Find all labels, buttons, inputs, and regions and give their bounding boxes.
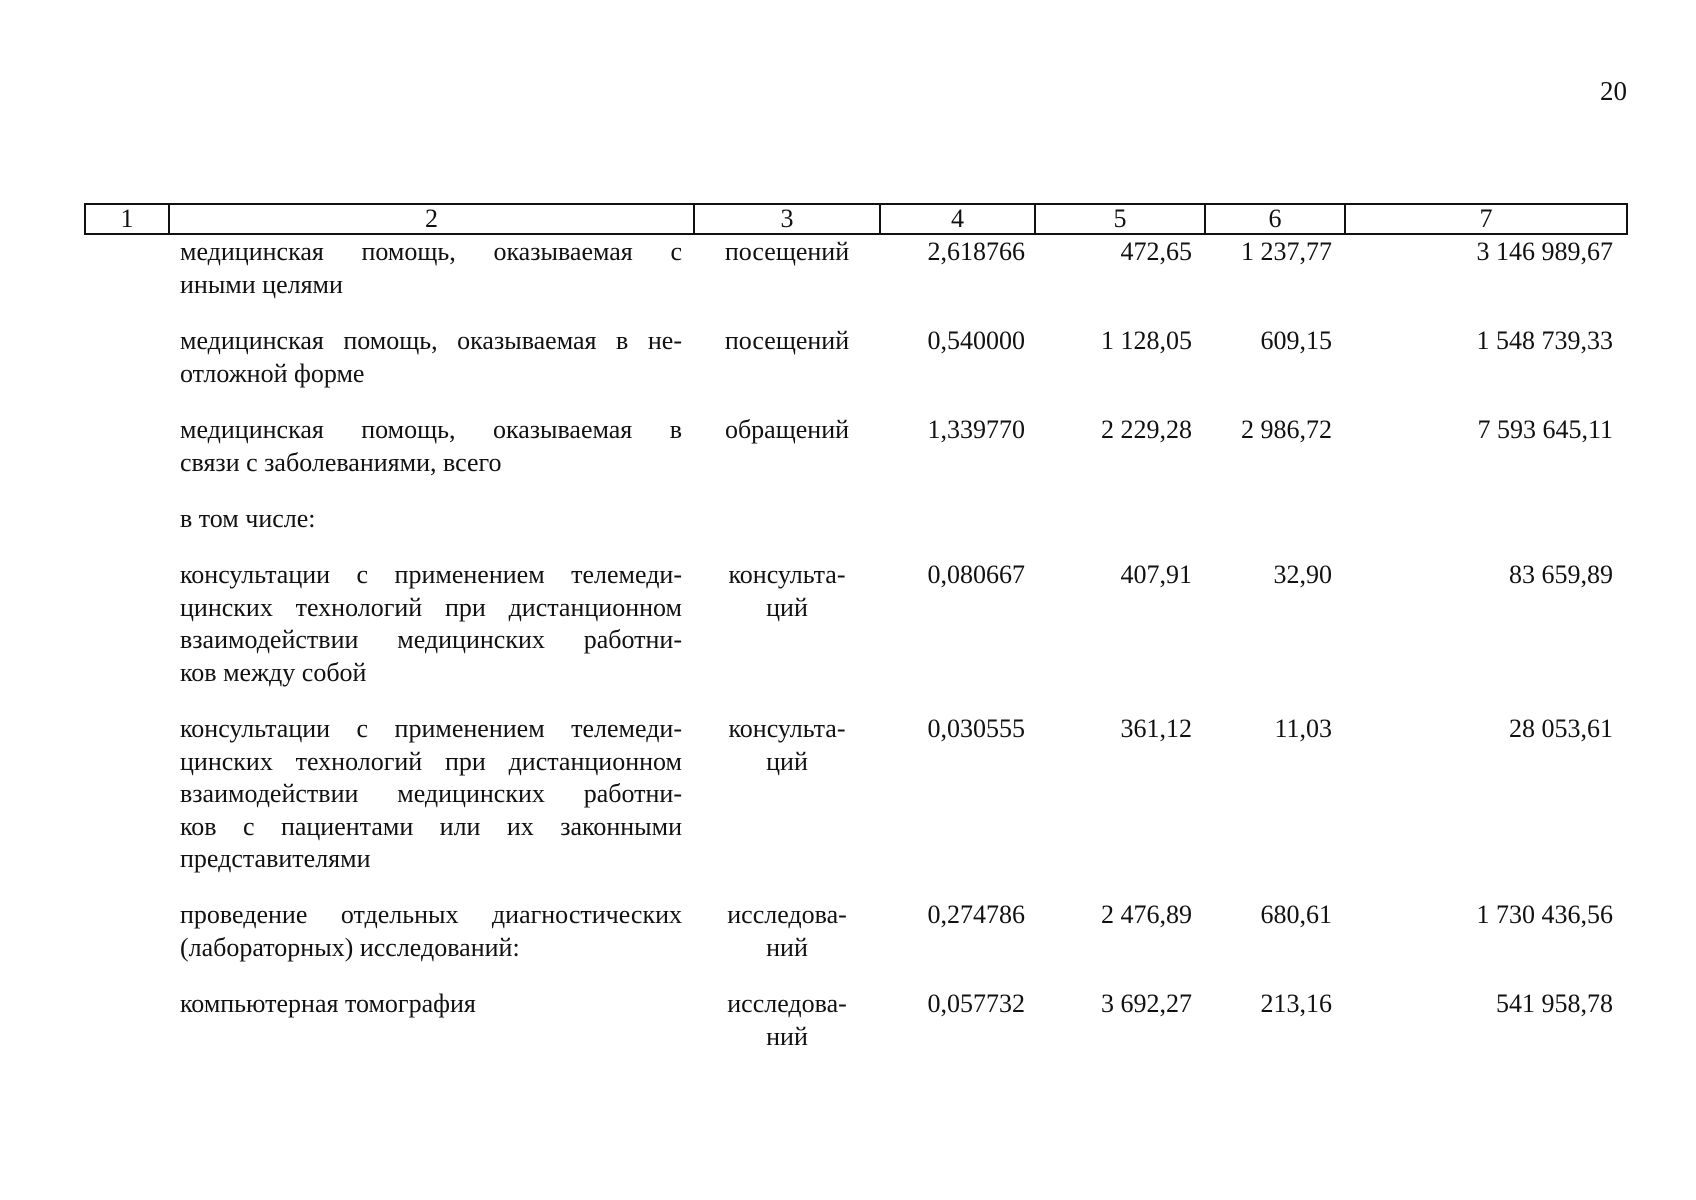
row-value-col7: 83 659,89 <box>1509 560 1613 589</box>
row-value-col4: 0,057732 <box>927 989 1025 1018</box>
page-number: 20 <box>1600 76 1627 106</box>
unit-line: исследова- <box>727 989 847 1018</box>
row-unit <box>702 414 872 447</box>
row-value-col6: 213,16 <box>1260 989 1332 1018</box>
description-line: взаимодействии медицинских работни- <box>180 779 682 808</box>
description-line: (лабораторных) исследований: <box>180 932 520 962</box>
description-line: медицинская помощь, оказываемая в <box>180 415 682 444</box>
header-col-2: 2 <box>169 204 694 234</box>
row-description <box>180 325 682 390</box>
row-value-col7: 541 958,78 <box>1496 989 1613 1018</box>
row-value-col5: 407,91 <box>1120 560 1192 589</box>
unit-line: посещений <box>724 237 850 266</box>
header-col-5: 5 <box>1035 204 1205 234</box>
row-value-col5: 2 476,89 <box>1101 900 1192 929</box>
unit-line: исследова- <box>727 900 847 929</box>
description-line: иными целями <box>180 269 343 299</box>
description-line: консультации с применением телемеди- <box>180 560 682 589</box>
row-value-col7: 1 730 436,56 <box>1476 900 1613 929</box>
row-value-col6: 609,15 <box>1260 326 1332 355</box>
row-value-col5: 1 128,05 <box>1101 326 1192 355</box>
header-col-3: 3 <box>694 204 880 234</box>
unit-line: консульта- <box>728 560 846 589</box>
row-value-col7: 7 593 645,11 <box>1477 415 1613 444</box>
row-value-col7: 28 053,61 <box>1509 714 1613 743</box>
row-value-col4: 0,274786 <box>927 900 1025 929</box>
row-value-col6: 1 237,77 <box>1241 237 1332 266</box>
column-number-header <box>84 203 1628 235</box>
row-value-col7: 3 146 989,67 <box>1476 237 1613 266</box>
row-description <box>180 559 682 689</box>
unit-line: ций <box>766 592 808 622</box>
row-value-col5: 3 692,27 <box>1101 989 1192 1018</box>
description-line: в том числе: <box>180 504 316 533</box>
unit-line: посещений <box>724 326 850 355</box>
description-line: медицинская помощь, оказываемая с <box>180 237 682 266</box>
description-line: проведение отдельных диагностических <box>180 900 682 929</box>
description-line: консультации с применением телемеди- <box>180 714 682 743</box>
row-value-col4: 1,339770 <box>927 415 1025 444</box>
row-unit <box>702 899 872 964</box>
description-line: отложной форме <box>180 358 365 388</box>
header-col-1: 1 <box>85 204 169 234</box>
row-value-col4: 2,618766 <box>927 237 1025 266</box>
description-line: цинских технологий при дистанционном <box>180 592 682 622</box>
description-line: медицинская помощь, оказываемая в не- <box>180 326 682 355</box>
row-value-col4: 0,080667 <box>927 560 1025 589</box>
unit-line: ций <box>766 746 808 776</box>
row-value-col4: 0,540000 <box>927 326 1025 355</box>
description-line: цинских технологий при дистанционном <box>180 746 682 776</box>
description-line: ков с пациентами или их законными <box>180 811 682 841</box>
row-value-col5: 2 229,28 <box>1101 415 1192 444</box>
row-value-col5: 472,65 <box>1120 237 1192 266</box>
row-description <box>180 236 682 301</box>
row-description <box>180 414 682 479</box>
row-unit <box>702 325 872 358</box>
header-col-4: 4 <box>880 204 1035 234</box>
unit-line: ний <box>766 1021 808 1051</box>
row-value-col5: 361,12 <box>1120 714 1192 743</box>
row-unit <box>702 713 872 778</box>
row-unit <box>702 236 872 269</box>
unit-line: ний <box>766 932 808 962</box>
row-value-col6: 680,61 <box>1260 900 1332 929</box>
row-description <box>180 503 682 536</box>
row-description <box>180 713 682 876</box>
description-line: компьютерная томография <box>180 989 476 1018</box>
row-description <box>180 899 682 964</box>
unit-line: консульта- <box>728 714 846 743</box>
unit-line: обращений <box>724 415 850 444</box>
header-col-6: 6 <box>1205 204 1345 234</box>
row-unit <box>702 988 872 1053</box>
row-value-col7: 1 548 739,33 <box>1476 326 1613 355</box>
header-col-7: 7 <box>1345 204 1627 234</box>
row-value-col6: 11,03 <box>1274 714 1332 743</box>
description-line: связи с заболеваниями, всего <box>180 447 502 477</box>
row-description <box>180 988 682 1021</box>
description-line: ков между собой <box>180 657 367 687</box>
row-value-col4: 0,030555 <box>927 714 1025 743</box>
description-line: взаимодействии медицинских работни- <box>180 625 682 654</box>
row-value-col6: 32,90 <box>1273 560 1332 589</box>
row-unit <box>702 559 872 624</box>
description-line: представителями <box>180 844 371 873</box>
row-value-col6: 2 986,72 <box>1241 415 1332 444</box>
